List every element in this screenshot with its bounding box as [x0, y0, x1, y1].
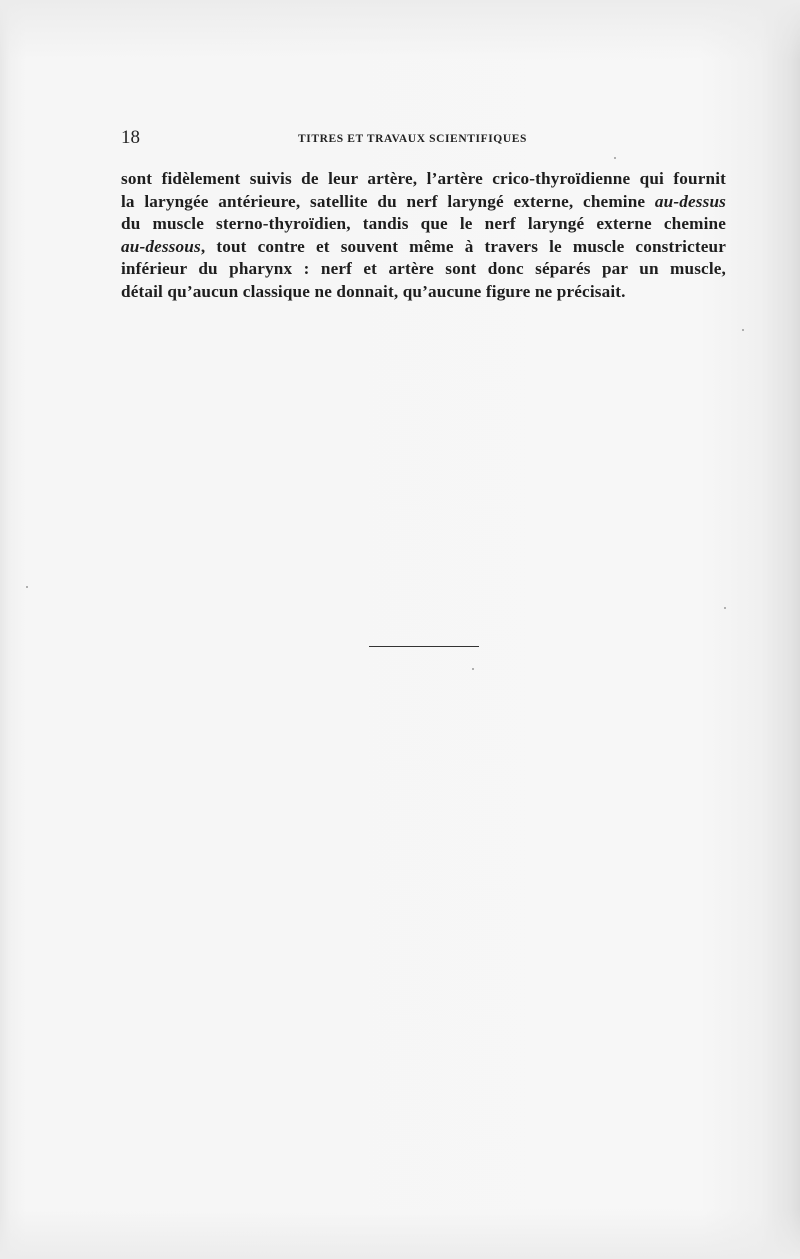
paragraph-line-2: la laryngée antérieure, satellite du nerf laryngé externe, chemine au-dessus [121, 191, 726, 211]
paragraph-line-3: du muscle sterno-thyroïdien, tandis que le nerf laryngé externe chemine [121, 214, 726, 234]
print-speck [26, 586, 28, 588]
running-head-title: TITRES ET TRAVAUX SCIENTIFIQUES [298, 133, 527, 145]
print-speck [742, 329, 744, 331]
body-paragraph [121, 168, 726, 304]
italic-term-au-dessous: au-dessous [121, 236, 201, 256]
paragraph-line-1: sont fidèlement suivis de leur artère, l’artère crico-thyroïdienne qui fournit [121, 169, 726, 188]
print-speck [614, 157, 616, 159]
paragraph-line-5: inférieur du pharynx : nerf et artère sont donc séparés par un muscle, [121, 259, 726, 279]
paragraph-line-6: détail qu’aucun classique ne donnait, qu’aucune figure ne précisait. [121, 281, 626, 301]
italic-term-au-dessus: au-dessus [654, 191, 726, 211]
print-speck [724, 607, 726, 609]
print-speck [472, 668, 474, 670]
paragraph-line-4: au-dessous, tout contre et souvent même à travers le muscle constricteur [121, 236, 726, 256]
page-number: 18 [121, 127, 140, 148]
end-rule-divider [369, 646, 479, 647]
